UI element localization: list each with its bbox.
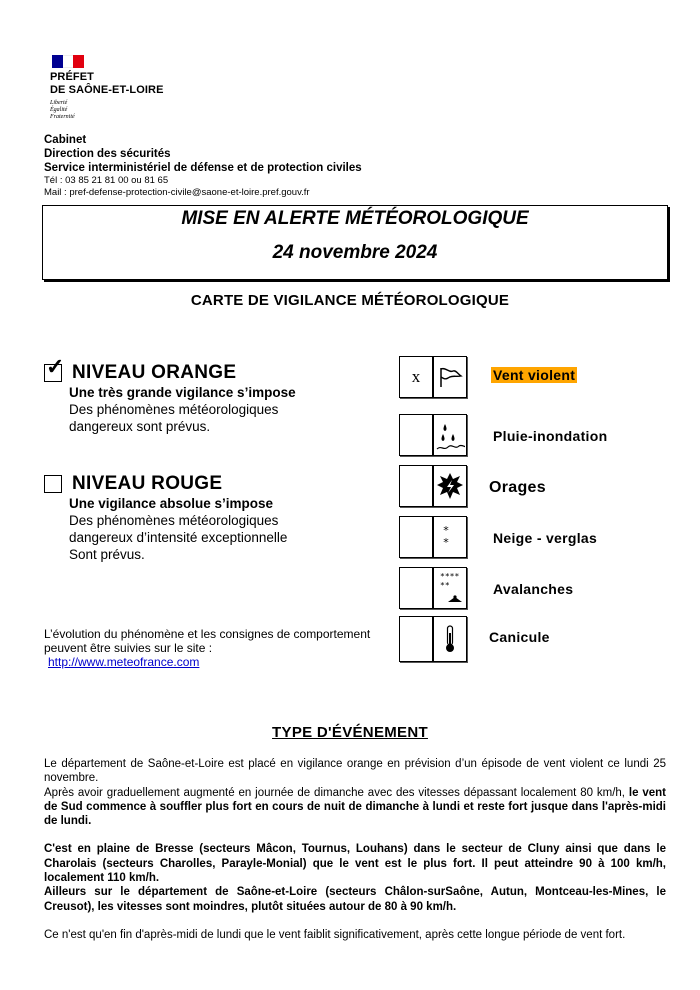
- label-vent-violent: [491, 367, 577, 383]
- french-flag-icon: [52, 55, 84, 68]
- level-rouge-name: NIVEAU ROUGE: [72, 473, 223, 494]
- label-avalanches: Avalanches: [493, 581, 574, 597]
- pluie-check-cell[interactable]: [399, 414, 433, 456]
- orange-line3: dangereux sont prévus.: [69, 419, 211, 434]
- motto-egalite: Égalité: [50, 107, 68, 113]
- avalanches-check-cell[interactable]: [399, 567, 433, 609]
- body-p2-bold: le vent de Sud commence à souffler plus fort en cours de nuit de dimanche à lundi et reste fort jusque dans l'après-midi de lundi.: [44, 786, 667, 828]
- body-paragraph-5: Ce n'est qu'en fin d'après-midi de lundi que le vent faiblit significativement, après cette longue période de vent fort.: [44, 928, 626, 941]
- service-block: [44, 133, 362, 199]
- rouge-line3: dangereux d’intensité exceptionnelle: [69, 530, 288, 545]
- motto-fraternite: Fraternité: [50, 114, 75, 120]
- alert-title: MISE EN ALERTE MÉTÉOROLOGIQUE: [181, 208, 529, 229]
- phone-text: Tél : 03 85 21 81 00 ou 81 65: [44, 175, 169, 186]
- body-p2-normal: Après avoir graduellement augmenté en journée de dimanche avec des vitesses dépassant localement 80 km/h,: [44, 786, 629, 799]
- motto-liberte: Liberté: [50, 100, 68, 106]
- type-event-title: TYPE D'ÉVÉNEMENT: [272, 724, 428, 741]
- level-orange: [44, 354, 296, 435]
- cabinet-label: Cabinet: [44, 134, 87, 146]
- vent-violent-text: Vent violent: [493, 367, 576, 383]
- rouge-line4: Sont prévus.: [69, 547, 145, 562]
- carte-title: CARTE DE VIGILANCE MÉTÉOROLOGIQUE: [190, 292, 510, 309]
- wind-flag-icon: [433, 356, 467, 398]
- thermometer-icon: [433, 616, 467, 662]
- vent-check-cell[interactable]: [399, 356, 433, 398]
- rouge-line2: Des phénomènes météorologiques: [69, 513, 279, 528]
- label-orages: Orages: [489, 479, 546, 496]
- rain-flood-icon: [433, 414, 467, 456]
- body-paragraph-3: C'est en plaine de Bresse (secteurs Mâcon, Tournus, Louhans) dans le secteur de Cluny ainsi que dans le Charolais (secteurs Charolles, Parayle-Monial) que le vent est le plus fort. Il peut atteindre 90 à 100 km/h, localement 110 km/h.: [44, 843, 666, 885]
- prefecture-logo: [50, 55, 164, 121]
- body-paragraph-4: Ailleurs sur le département de Saône-et-Loire (secteurs Châlon-surSaône, Autun, Montceau-les-Mines, le Creusot), les vitesses sont moindres, plutôt situées autour de 80 à 90 km/h.: [44, 886, 666, 913]
- event-description: [44, 757, 666, 942]
- label-canicule: Canicule: [489, 629, 550, 645]
- avalanche-icon: [433, 567, 467, 609]
- prefet-line2: DE SAÔNE-ET-LOIRE: [50, 84, 164, 96]
- orages-check-cell[interactable]: [399, 465, 433, 507]
- snowflake-icon: [433, 516, 467, 558]
- evolution-text: [44, 627, 370, 669]
- republic-motto: [50, 100, 164, 121]
- rouge-checkbox[interactable]: [44, 475, 62, 493]
- orange-line1: Une très grande vigilance s’impose: [69, 385, 296, 400]
- body-paragraph-2: [44, 786, 666, 829]
- x-mark: x: [411, 367, 421, 386]
- body-paragraph-1: Le département de Saône-et-Loire est placé en vigilance orange en prévision d’un épisode de vent violent ce lundi 25 novembre.: [44, 758, 666, 785]
- direction-label: Direction des sécurités: [44, 148, 171, 160]
- checkmark-icon: ✓: [46, 354, 65, 379]
- orange-line2: Des phénomènes météorologiques: [69, 402, 279, 417]
- mail-text: Mail : pref-defense-protection-civile@saone-et-loire.pref.gouv.fr: [44, 187, 310, 198]
- service-label: Service interministériel de défense et de protection civiles: [44, 162, 362, 174]
- prefet-title: [50, 71, 164, 97]
- level-rouge: [44, 473, 287, 563]
- alert-date: 24 novembre 2024: [272, 242, 438, 263]
- neige-check-cell[interactable]: [399, 516, 433, 558]
- level-orange-name: NIVEAU ORANGE: [72, 362, 237, 383]
- snow-glyphs: * *: [443, 524, 449, 549]
- canicule-check-cell[interactable]: [399, 616, 433, 662]
- avalanche-glyphs: **** **: [440, 572, 460, 590]
- orange-checkbox[interactable]: [44, 354, 65, 382]
- label-neige-verglas: Neige - verglas: [493, 530, 598, 546]
- evolution-line2: peuvent être suivies sur le site :: [44, 641, 213, 655]
- meteofrance-link[interactable]: http://www.meteofrance.com: [48, 655, 200, 669]
- prefet-line1: PRÉFET: [50, 71, 94, 83]
- lightning-icon: [433, 465, 467, 507]
- evolution-line1: L’évolution du phénomène et les consignes de comportement: [44, 627, 371, 641]
- alert-title-box: [42, 205, 668, 280]
- rouge-line1: Une vigilance absolue s’impose: [69, 496, 274, 511]
- label-pluie-inondation: Pluie-inondation: [493, 428, 608, 444]
